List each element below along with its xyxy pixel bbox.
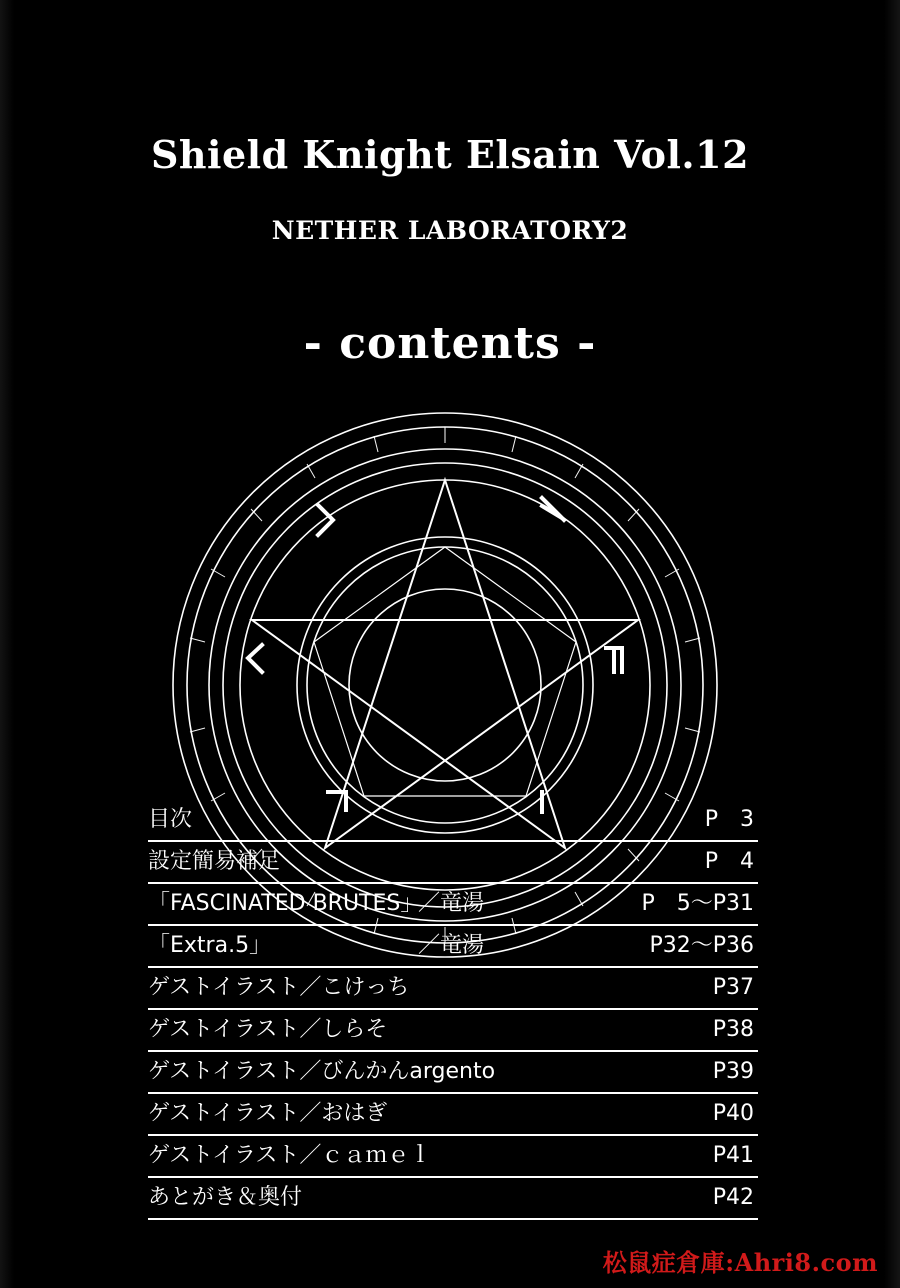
toc-row[interactable]	[148, 1136, 758, 1178]
toc-page: P39	[712, 1059, 754, 1084]
toc-title: ゲストイラスト／ｃａｍｅｌ	[148, 1143, 432, 1168]
table-of-contents	[148, 800, 758, 1220]
toc-page: P42	[712, 1185, 754, 1210]
toc-row[interactable]	[148, 842, 758, 884]
toc-page: P 4	[704, 849, 754, 874]
toc-row[interactable]	[148, 968, 758, 1010]
toc-page: P 3	[704, 807, 754, 832]
toc-page: P38	[712, 1017, 754, 1042]
toc-page: P37	[712, 975, 754, 1000]
toc-title: 目次	[148, 807, 193, 832]
page-subtitle: NETHER LABORATORY2	[271, 216, 629, 245]
contents-heading: - contents -	[303, 318, 597, 369]
toc-row[interactable]	[148, 1178, 758, 1220]
toc-title: 「FASCINATED BRUTES」	[148, 891, 423, 916]
toc-page: P41	[712, 1143, 754, 1168]
watermark: 松鼠症倉庫:Ahri8.com	[602, 1248, 878, 1277]
toc-title: ゲストイラスト／おはぎ	[148, 1101, 388, 1126]
toc-title: 設定簡易補足	[148, 849, 281, 874]
toc-page: P32〜P36	[649, 933, 754, 958]
toc-page: P40	[712, 1101, 754, 1126]
toc-page: P 5〜P31	[641, 891, 754, 916]
toc-title: 「Extra.5」	[148, 933, 272, 958]
toc-row[interactable]	[148, 1010, 758, 1052]
toc-author: ／竜湯	[418, 891, 485, 916]
toc-row[interactable]	[148, 926, 758, 968]
toc-row[interactable]	[148, 800, 758, 842]
toc-title: ゲストイラスト／びんかんargento	[148, 1059, 496, 1084]
toc-row[interactable]	[148, 1094, 758, 1136]
toc-title: ゲストイラスト／こけっち	[148, 975, 410, 1000]
toc-author: ／竜湯	[418, 933, 485, 958]
page-edge-right	[884, 0, 900, 1288]
toc-title: あとがき＆奥付	[148, 1185, 303, 1210]
toc-row[interactable]	[148, 1052, 758, 1094]
page-edge-left	[0, 0, 14, 1288]
toc-row[interactable]	[148, 884, 758, 926]
page-title: Shield Knight Elsain Vol.12	[150, 132, 750, 177]
toc-title: ゲストイラスト／しらそ	[148, 1017, 388, 1042]
